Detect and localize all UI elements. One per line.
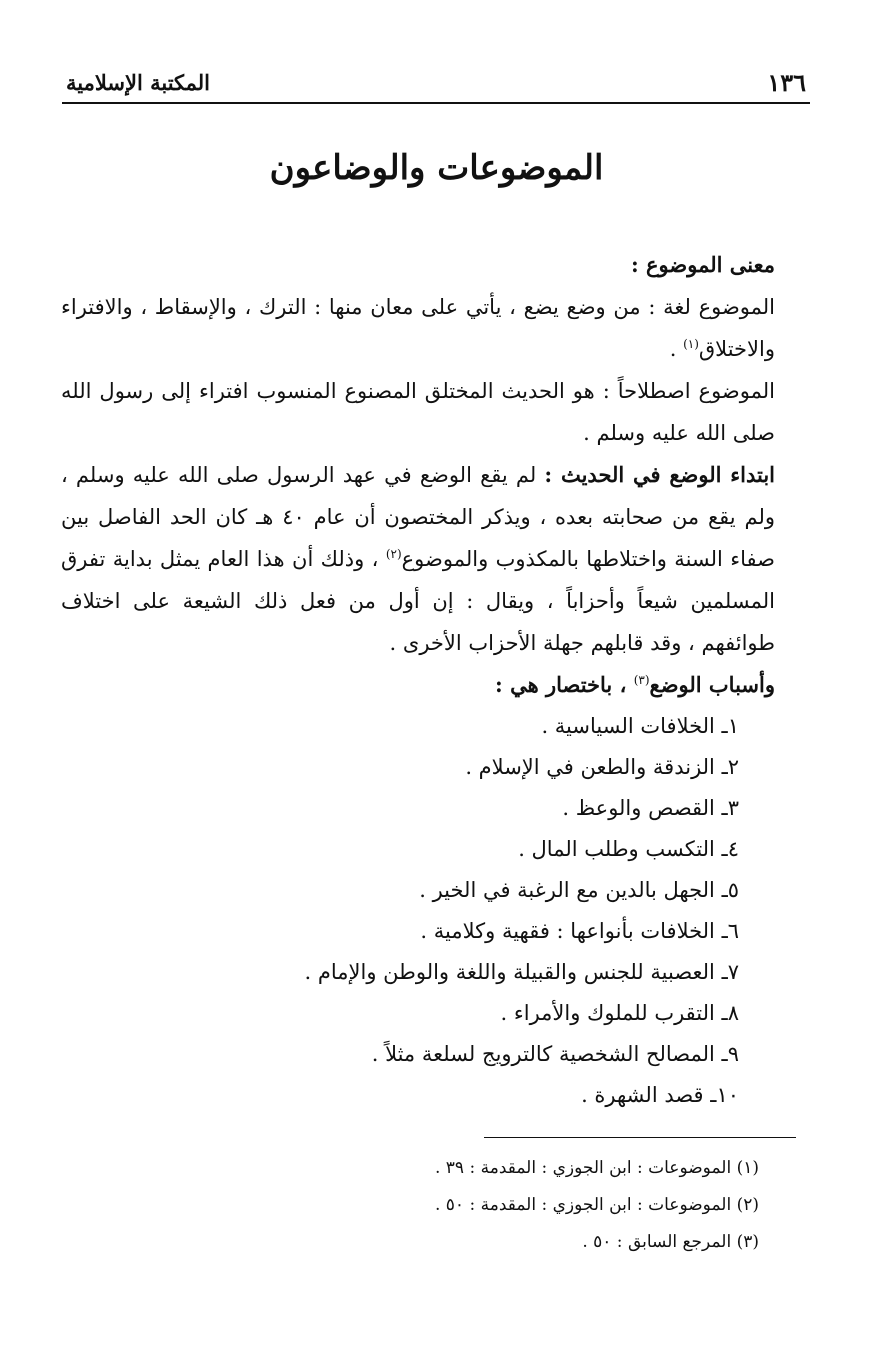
footnote-separator — [484, 1137, 796, 1138]
list-item: ٥ـ الجهل بالدين مع الرغبة في الخير . — [419, 878, 739, 902]
linguistic-text: من وضع يضع ، يأتي على معان منها : الترك ، والإسقاط ، والافتراء والاختلاق — [61, 295, 775, 361]
paragraph-causes-intro — [61, 664, 809, 706]
list-item: ٤ـ التكسب وطلب المال . — [518, 837, 739, 861]
footnote-ref-1: (١) — [683, 337, 699, 351]
section-heading-meaning: معنى الموضوع : — [630, 252, 775, 277]
paragraph-linguistic-definition — [61, 286, 809, 370]
linguistic-lead: الموضوع لغة : — [648, 295, 776, 319]
footnote-ref-3: (٣) — [633, 673, 650, 687]
chapter-title: الموضوعات والوضاعون — [269, 148, 604, 188]
linguistic-end: . — [669, 337, 684, 361]
list-item: ٣ـ القصص والوعظ . — [562, 796, 739, 820]
onset-text-b: ، وذلك أن هذا العام يمثل بداية تفرق المسلمين شيعاً وأحزاباً ، ويقال : إن أول من فعل ذلك الشيعة على اختلاف طوائفهم ، وقد قابلهم جهلة الأحزاب الأخرى . — [61, 547, 775, 655]
list-item: ٨ـ التقرب للملوك والأمراء . — [500, 1001, 739, 1025]
technical-text: هو الحديث المختلق المصنوع المنسوب افتراء إلى رسول الله صلى الله عليه وسلم . — [61, 379, 775, 445]
technical-lead: الموضوع اصطلاحاً : — [602, 379, 775, 403]
causes-tail: ، باختصار هي : — [495, 672, 634, 697]
footnotes — [359, 1150, 759, 1261]
list-item: ٦ـ الخلافات بأنواعها : فقهية وكلامية . — [420, 919, 739, 943]
footnote-ref-2: (٢) — [385, 547, 402, 561]
page-number: ١٣٦ — [767, 68, 806, 97]
paragraph-onset — [61, 454, 809, 664]
body-text — [61, 244, 809, 1116]
list-item: ٢ـ الزندقة والطعن في الإسلام . — [465, 755, 739, 779]
onset-lead: ابتداء الوضع في الحديث : — [544, 462, 775, 487]
running-header — [62, 66, 810, 104]
causes-list — [61, 706, 809, 1116]
list-item: ٩ـ المصالح الشخصية كالترويج لسلعة مثلاً . — [371, 1042, 739, 1066]
book-name: المكتبة الإسلامية — [66, 70, 210, 95]
list-item: ١٠ـ قصد الشهرة . — [581, 1083, 739, 1107]
footnote-3: (٣) المرجع السابق : ٥٠ . — [582, 1232, 759, 1252]
footnote-2: (٢) الموضوعات : ابن الجوزي : المقدمة : ٥٠ . — [434, 1195, 759, 1215]
causes-lead: وأسباب الوضع — [649, 672, 775, 697]
footnote-1: (١) الموضوعات : ابن الجوزي : المقدمة : ٣٩ . — [434, 1158, 759, 1178]
list-item: ١ـ الخلافات السياسية . — [541, 714, 739, 738]
list-item: ٧ـ العصبية للجنس والقبيلة واللغة والوطن والإمام . — [304, 960, 739, 984]
paragraph-technical-definition — [61, 370, 809, 454]
onset-text-a: لم يقع الوضع في عهد الرسول صلى الله عليه وسلم ، ولم يقع من صحابته بعده ، ويذكر المختصون أن عام ٤٠ هـ كان الحد الفاصل بين صفاء السنة واختلاطها بالمكذوب والموضوع — [61, 463, 776, 571]
